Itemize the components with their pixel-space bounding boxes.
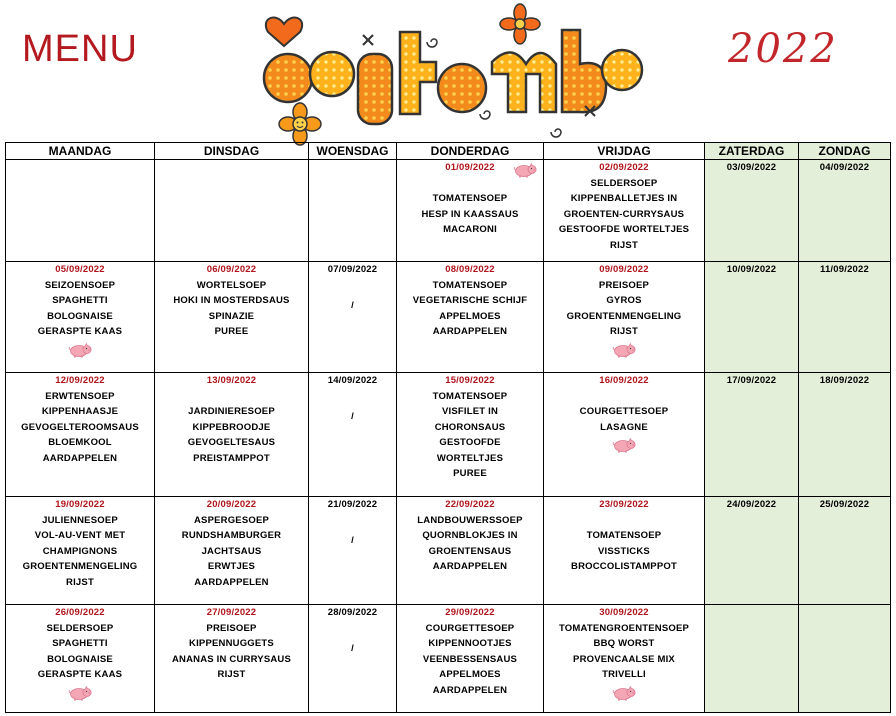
day-cell bbox=[6, 262, 155, 373]
menu-item: WORTELTJES bbox=[436, 452, 504, 464]
menu-item: VISSTICKS bbox=[598, 545, 650, 557]
menu-item: BOLOGNAISE bbox=[47, 310, 113, 322]
menu-item: ERWTJES bbox=[207, 561, 256, 572]
day-cell bbox=[155, 605, 309, 713]
day-cell bbox=[705, 160, 799, 262]
menu-item: BLOEMKOOL bbox=[48, 437, 112, 448]
menu-item: GROENTEN-CURRYSAUS bbox=[563, 208, 685, 220]
day-cell bbox=[397, 497, 544, 605]
pig-icon bbox=[68, 342, 92, 358]
day-header: DONDERDAG bbox=[397, 143, 544, 160]
day-cell bbox=[397, 373, 544, 497]
date-label: 26/09/2022 bbox=[55, 607, 105, 618]
menu-item: GROENTENMENGELING bbox=[566, 310, 682, 322]
day-cell bbox=[6, 605, 155, 713]
menu-item: MACARONI bbox=[443, 224, 497, 235]
menu-item: RIJST bbox=[610, 239, 638, 251]
menu-item: JACHTSAUS bbox=[201, 545, 262, 557]
date-label: 07/09/2022 bbox=[327, 264, 378, 275]
day-cell bbox=[705, 262, 799, 373]
menu-item: GESTOOFDE WORTELTJES bbox=[558, 224, 690, 235]
menu-item: GESTOOFDE bbox=[439, 437, 501, 448]
menu-item: GYROS bbox=[606, 295, 642, 306]
menu-item: TOMATENSOEP bbox=[432, 193, 508, 204]
menu-item: RIJST bbox=[217, 669, 246, 680]
menu-item: GROENTENMENGELING bbox=[22, 561, 138, 572]
menu-item: APPELMOES bbox=[439, 310, 501, 322]
menu-item: CHORONSAUS bbox=[434, 421, 506, 433]
menu-item: GEVOGELTESAUS bbox=[187, 437, 276, 448]
menu-item: LASAGNE bbox=[600, 421, 648, 433]
menu-item: QUORNBLOKJES IN bbox=[422, 530, 518, 541]
flower-icon bbox=[500, 4, 540, 44]
menu-item: RIJST bbox=[610, 326, 638, 337]
week-row bbox=[6, 605, 891, 713]
date-label: 03/09/2022 bbox=[726, 162, 777, 173]
date-label: 17/09/2022 bbox=[726, 375, 777, 386]
menu-item: VOL-AU-VENT MET bbox=[34, 530, 126, 541]
date-label: 08/09/2022 bbox=[445, 264, 495, 275]
menu-table bbox=[5, 142, 891, 713]
day-cell bbox=[799, 262, 891, 373]
day-header: ZATERDAG bbox=[705, 143, 799, 160]
day-cell bbox=[309, 160, 397, 262]
day-cell bbox=[6, 373, 155, 497]
menu-item: TOMATENGROENTENSOEP bbox=[558, 622, 690, 634]
date-label: 01/09/2022 bbox=[445, 162, 495, 173]
menu-item: SPAGHETTI bbox=[52, 295, 108, 306]
menu-item: TOMATENSOEP bbox=[586, 530, 662, 541]
date-label: 23/09/2022 bbox=[599, 499, 649, 510]
day-cell bbox=[155, 160, 309, 262]
date-label: 19/09/2022 bbox=[55, 499, 105, 510]
menu-item: KIPPENNOOTJES bbox=[428, 638, 512, 649]
date-label: 21/09/2022 bbox=[327, 499, 378, 510]
menu-item: SPAGHETTI bbox=[52, 638, 108, 649]
day-cell bbox=[397, 262, 544, 373]
day-cell bbox=[309, 262, 397, 373]
day-cell bbox=[705, 497, 799, 605]
september-banner bbox=[250, 2, 650, 148]
menu-item: RUNDSHAMBURGER bbox=[181, 530, 282, 541]
heart-icon bbox=[266, 18, 302, 46]
menu-item: AARDAPPELEN bbox=[432, 326, 508, 337]
menu-item: BBQ WORST bbox=[593, 638, 655, 649]
menu-item: SELDERSOEP bbox=[46, 622, 114, 634]
week-row bbox=[6, 497, 891, 605]
menu-item: JARDINIERESOEP bbox=[188, 406, 275, 417]
day-header: MAANDAG bbox=[6, 143, 155, 160]
day-cell bbox=[155, 262, 309, 373]
day-cell bbox=[155, 497, 309, 605]
week-row bbox=[6, 160, 891, 262]
menu-item: ERWTENSOEP bbox=[45, 390, 115, 402]
menu-item: VEENBESSENSAUS bbox=[422, 653, 518, 665]
day-cell bbox=[397, 605, 544, 713]
date-label: 06/09/2022 bbox=[206, 264, 257, 275]
menu-item: KIPPEBROODJE bbox=[192, 421, 271, 433]
menu-item: AARDAPPELEN bbox=[194, 576, 269, 588]
date-label: 16/09/2022 bbox=[599, 375, 649, 386]
menu-item: SELDERSOEP bbox=[590, 177, 658, 189]
pig-icon bbox=[68, 685, 92, 701]
day-cell bbox=[799, 373, 891, 497]
menu-item: ANANAS IN CURRYSAUS bbox=[171, 653, 292, 665]
day-cell bbox=[799, 497, 891, 605]
date-label: 12/09/2022 bbox=[55, 375, 105, 386]
date-label: 10/09/2022 bbox=[726, 264, 777, 275]
day-cell bbox=[397, 160, 544, 262]
menu-item: WORTELSOEP bbox=[196, 279, 267, 291]
date-label: 02/09/2022 bbox=[599, 162, 649, 173]
day-header: DINSDAG bbox=[155, 143, 309, 160]
day-cell bbox=[544, 373, 705, 497]
menu-item: HOKI IN MOSTERDSAUS bbox=[173, 295, 290, 306]
day-cell bbox=[705, 373, 799, 497]
menu-item: APPELMOES bbox=[439, 669, 501, 680]
date-label: 24/09/2022 bbox=[726, 499, 777, 510]
date-label: 25/09/2022 bbox=[819, 499, 870, 510]
menu-item: TOMATENSOEP bbox=[432, 390, 508, 402]
day-cell bbox=[544, 160, 705, 262]
day-cell bbox=[309, 497, 397, 605]
day-cell bbox=[799, 160, 891, 262]
menu-title: MENU bbox=[22, 28, 138, 70]
menu-item: PREISTAMPPOT bbox=[193, 452, 270, 464]
menu-item: PUREE bbox=[453, 468, 487, 479]
menu-item: AARDAPPELEN bbox=[432, 684, 508, 696]
menu-item: VEGETARISCHE SCHIJF bbox=[412, 295, 528, 306]
menu-item: PUREE bbox=[214, 326, 249, 337]
day-cell bbox=[6, 160, 155, 262]
menu-item: GEVOGELTEROOMSAUS bbox=[21, 421, 139, 433]
date-label: 22/09/2022 bbox=[445, 499, 495, 510]
no-menu-marker: / bbox=[351, 534, 354, 546]
menu-item: JULIENNESOEP bbox=[42, 514, 118, 526]
week-row bbox=[6, 262, 891, 373]
day-cell bbox=[155, 373, 309, 497]
day-cell bbox=[544, 497, 705, 605]
date-label: 28/09/2022 bbox=[327, 607, 378, 618]
menu-item: LANDBOUWERSSOEP bbox=[417, 514, 523, 526]
menu-item: SPINAZIE bbox=[208, 310, 255, 322]
day-header: VRIJDAG bbox=[544, 143, 705, 160]
date-label: 20/09/2022 bbox=[206, 499, 257, 510]
day-header: ZONDAG bbox=[799, 143, 891, 160]
menu-item: PREISOEP bbox=[206, 622, 257, 634]
menu-item: SEIZOENSOEP bbox=[44, 279, 116, 291]
menu-item: GERASPTE KAAS bbox=[37, 669, 123, 680]
no-menu-marker: / bbox=[351, 410, 354, 422]
date-label: 05/09/2022 bbox=[55, 264, 105, 275]
menu-item: KIPPENNUGGETS bbox=[189, 638, 274, 649]
date-label: 18/09/2022 bbox=[819, 375, 870, 386]
day-cell bbox=[309, 605, 397, 713]
date-label: 15/09/2022 bbox=[445, 375, 495, 386]
date-label: 14/09/2022 bbox=[327, 375, 378, 386]
menu-item: BROCCOLISTAMPPOT bbox=[571, 561, 677, 572]
date-label: 30/09/2022 bbox=[599, 607, 649, 618]
menu-item: AARDAPPELEN bbox=[432, 561, 508, 572]
pig-icon bbox=[612, 685, 636, 701]
day-cell bbox=[544, 262, 705, 373]
day-cell bbox=[6, 497, 155, 605]
menu-item: CHAMPIGNONS bbox=[42, 545, 118, 557]
date-label: 13/09/2022 bbox=[206, 375, 257, 386]
date-label: 29/09/2022 bbox=[445, 607, 495, 618]
date-label: 11/09/2022 bbox=[819, 264, 870, 275]
menu-item: GROENTENSAUS bbox=[428, 545, 512, 557]
menu-item: COURGETTESOEP bbox=[425, 622, 515, 634]
menu-item: KIPPENHAASJE bbox=[41, 406, 119, 417]
date-label: 09/09/2022 bbox=[599, 264, 649, 275]
no-menu-marker: / bbox=[351, 299, 354, 311]
menu-item: TOMATENSOEP bbox=[432, 279, 508, 291]
menu-item: PREISOEP bbox=[598, 279, 650, 291]
day-cell bbox=[309, 373, 397, 497]
menu-item: TRIVELLI bbox=[602, 669, 646, 680]
menu-item: PROVENCAALSE MIX bbox=[573, 653, 675, 665]
year-title: 2022 bbox=[728, 26, 838, 72]
day-cell bbox=[705, 605, 799, 713]
day-header: WOENSDAG bbox=[309, 143, 397, 160]
week-row bbox=[6, 373, 891, 497]
menu-item: BOLOGNAISE bbox=[47, 653, 113, 665]
menu-item: COURGETTESOEP bbox=[579, 406, 669, 417]
no-menu-marker: / bbox=[351, 642, 354, 654]
date-label: 04/09/2022 bbox=[819, 162, 870, 173]
menu-item: HESP IN KAASSAUS bbox=[421, 208, 519, 220]
pig-icon bbox=[612, 342, 636, 358]
menu-item: RIJST bbox=[66, 576, 94, 588]
menu-item: KIPPENBALLETJES IN bbox=[570, 193, 678, 204]
day-cell bbox=[544, 605, 705, 713]
date-label: 27/09/2022 bbox=[206, 607, 257, 618]
menu-item: AARDAPPELEN bbox=[42, 452, 118, 464]
day-cell bbox=[799, 605, 891, 713]
pig-icon bbox=[513, 162, 537, 178]
pig-icon bbox=[612, 437, 636, 453]
menu-item: GERASPTE KAAS bbox=[37, 326, 123, 337]
weekday-header-row bbox=[6, 143, 891, 160]
menu-item: ASPERGESOEP bbox=[193, 514, 270, 526]
menu-item: VISFILET IN bbox=[441, 406, 499, 417]
